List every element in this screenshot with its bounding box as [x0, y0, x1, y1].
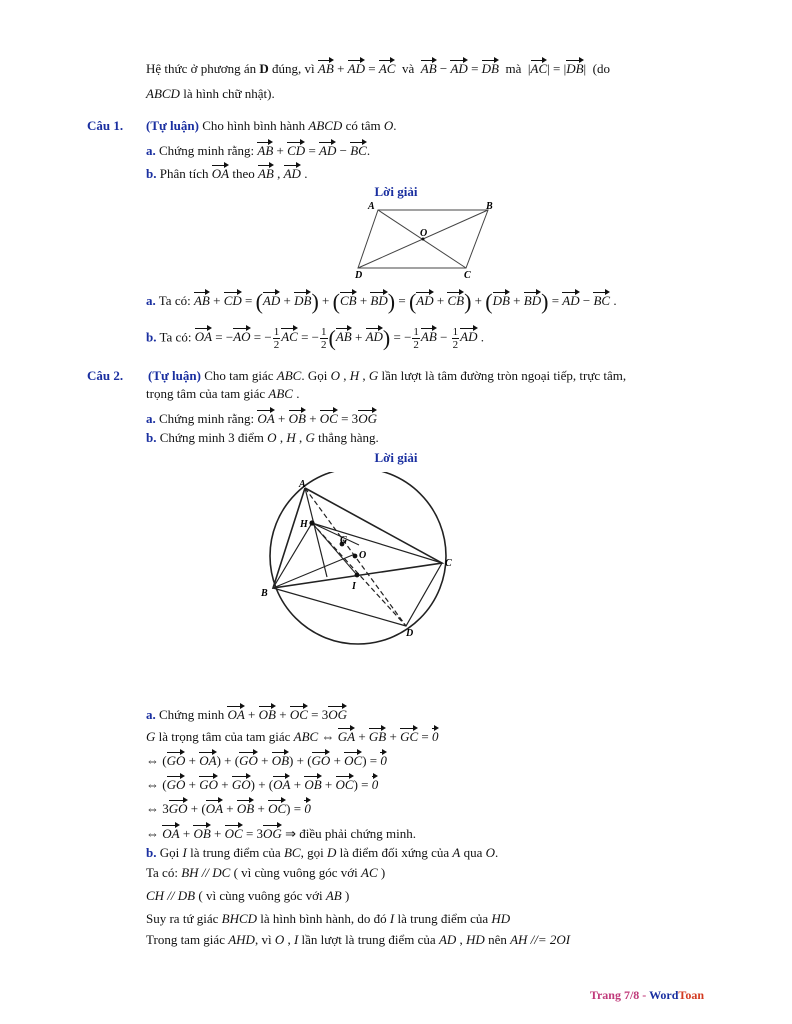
- q2-stem: (Tự luận) Cho tam giác ABC. Gọi O , H , G lần lượt là tâm đường tròn ngoại tiếp, trực tâm,: [148, 368, 627, 383]
- q2-sol-step-2: ⇔ (GO + GO + GO) + (OA + OB + OC) = 0: [146, 774, 378, 793]
- q2-sol-step-3: ⇔ 3GO + (OA + OB + OC) = 0: [146, 798, 311, 817]
- label-D: D: [355, 270, 363, 281]
- label-A: A: [368, 201, 375, 212]
- label-C: C: [445, 558, 452, 569]
- page-footer: Trang 7/8 - WordToan: [589, 988, 704, 1002]
- q2-sol-line-g: G là trọng tâm của tam giác ABC ⇔ GA + GB + GC = 0: [146, 726, 439, 745]
- label-O: O: [359, 550, 367, 561]
- label-I: I: [352, 581, 356, 592]
- q2-sol-b-line-4: Suy ra tứ giác BHCD là hình bình hành, do đó I là trung điểm của HD: [146, 911, 511, 926]
- circle-triangle-figure: [255, 472, 465, 648]
- q2-part-a: a. Chứng minh rằng: OA + OB + OC = 3OG: [146, 408, 377, 427]
- q2-stem-line-2: trọng tâm của tam giác ABC .: [146, 386, 300, 401]
- q1-sol-a: a. Ta có: AB + CD = (AD + DB) + (CB + BD) = (AD + CB) + (DB + BD) = AD − BC .: [146, 289, 617, 315]
- intro-line-2: ABCD là hình chữ nhật).: [146, 86, 275, 101]
- q2-sol-b-line-2: Ta có: BH // DC ( vì cùng vuông góc với AC ): [146, 865, 386, 880]
- label-C: C: [464, 270, 471, 281]
- label-B: B: [486, 201, 493, 212]
- q2-number: Câu 2.: [87, 368, 124, 383]
- q2-solution-title: Lời giải: [374, 450, 418, 465]
- q1-part-b: b. Phân tích OA theo AB , AD .: [146, 163, 307, 182]
- label-G: G: [340, 535, 348, 546]
- q2-sol-step-1: ⇔ (GO + OA) + (GO + OB) + (GO + OC) = 0: [146, 750, 387, 769]
- parallelogram-figure: [350, 198, 510, 284]
- label-A: A: [299, 479, 306, 490]
- q2-sol-step-4: ⇔ OA + OB + OC = 3OG ⇒ điều phải chứng minh.: [146, 823, 416, 842]
- intro-line-1: Hệ thức ở phương án D đúng, vì AB + AD = AC và AB − AD = DB mà |AC| = |DB| (do: [146, 58, 610, 77]
- q1-part-a: a. Chứng minh rằng: AB + CD = AD − BC.: [146, 140, 370, 159]
- q2-part-b: b. Chứng minh 3 điểm O , H , G thẳng hàng.: [146, 430, 379, 445]
- q2-sol-b-line-3: CH // DB ( vì cùng vuông góc với AB ): [146, 888, 350, 903]
- label-D: D: [406, 628, 414, 639]
- q2-sol-a-heading: a. Chứng minh OA + OB + OC = 3OG: [146, 704, 347, 723]
- label-H: H: [300, 519, 308, 530]
- q2-sol-b-line-5: Trong tam giác AHD, vì O , I lần lượt là trung điểm của AD , HD nên AH //= 2OI: [146, 932, 571, 947]
- q2-sol-b-line-1: b. Gọi I là trung điểm của BC, gọi D là điểm đối xứng của A qua O.: [146, 845, 499, 860]
- q1-solution-title: Lời giải: [374, 184, 418, 199]
- label-O: O: [420, 228, 428, 239]
- q1-sol-b: b. Ta có: OA = −AO = − $\frac{1}{2}$ AC = − $\frac{1}{2}$ (AB + AD) = − $\frac{1}{2}$ AB − $\frac{1}{2}$ AD .: [146, 325, 484, 351]
- label-B: B: [261, 588, 268, 599]
- q1-number: Câu 1.: [87, 118, 124, 133]
- q1-stem: (Tự luận) Cho hình bình hành ABCD có tâm O.: [146, 118, 397, 133]
